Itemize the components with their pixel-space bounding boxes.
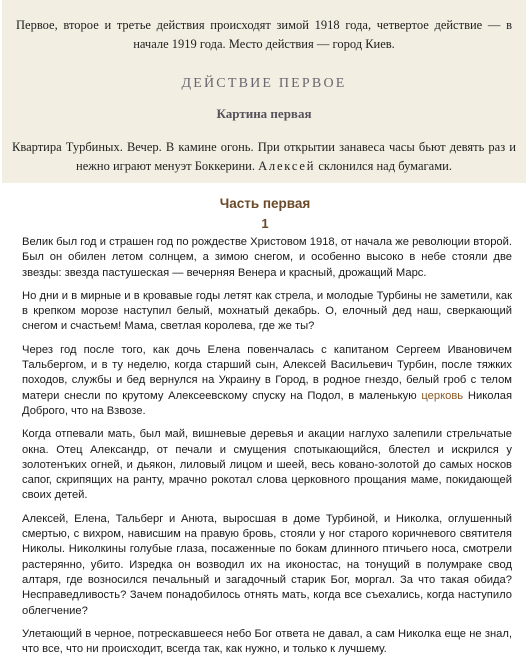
stage-direction-text: Квартира Турбиных. Вечер. В камине огонь. При открытии занавеса часы бьют девять раз и нежно играют менуэт Боккерини.	[12, 140, 516, 173]
character-name: Алексей	[258, 159, 316, 173]
paragraph: Улетающий в черное, потрескавшееся небо Бог ответа не давал, а сам Николка еще не знал, что все, что ни происходит, всегда так, как нужно, и только к лучшему.	[22, 627, 512, 656]
part-title: Часть первая	[219, 196, 311, 211]
stage-direction	[12, 138, 516, 176]
stage-direction-text-end: склонился над бумагами.	[318, 159, 452, 173]
paragraph-text: Через год после того, как дочь Елена повенчалась с капитаном Сергеем Ивановичем Тальбергом, и в ту неделю, когда старший сын, Алексей Васильевич Турбин, после тяжких походов, службы и бед вернулся на Украину в Город, в родное гнездо, белый гроб с телом матери снесли по крутому Алексеевскому спуску на Подол, в маленькую	[22, 343, 512, 402]
setting-note: Первое, второе и третье действия происходят зимой 1918 года, четвертое действие — в начале 1919 года. Место действия — город Киев.	[16, 18, 512, 51]
scene-title: Картина первая	[216, 106, 312, 121]
chapter-number: 1	[261, 216, 269, 231]
paragraph	[22, 343, 512, 419]
paragraph: Но дни и в мирные и в кровавые годы летят как стрела, и молодые Турбины не заметили, как в крепком морозе наступил белый, мохнатый декабрь. О, елочный дед наш, сверкающий снегом и счастьем! Мама, светлая королева, где же ты?	[22, 289, 512, 333]
act-title: ДЕЙСТВИЕ ПЕРВОЕ	[181, 76, 347, 91]
church-link[interactable]: церковь	[421, 389, 464, 402]
paragraph: Алексей, Елена, Тальберг и Анюта, выросшая в доме Турбиной, и Николка, оглушенный смертью, с вихром, нависшим на правую бровь, стояли у ног старого коричневого святителя Николы. Николкины голубые глаза, посаженные по бокам длинного птичьего носа, смотрели растерянно, убито. Изредка он возводил их на иконостас, на тонущий в полумраке свод алтаря, где возносился печальный и загадочный старик Бог, моргал. За что такая обида? Несправедливость? Зачем понадобилось отнять мать, когда все съехались, когда наступило облегчение?	[22, 512, 512, 617]
chapter-text	[22, 235, 512, 665]
paragraph: Велик был год и страшен год по рождестве Христовом 1918, от начала же революции второй. Был он обилен летом солнцем, а зимою снегом, и особенно высоко в небе стояли две звезды: звезда пастушеская — вечерняя Венера и красный, дрожащий Марс.	[22, 236, 512, 279]
paragraph: Когда отпевали мать, был май, вишневые деревья и акации наглухо залепили стрельчатые окна. Отец Александр, от печали и смущения спотыкающийся, блестел и искрился у золотенъких огней, и дьякон, лиловый лицом и шеей, весь ковано-золотой до самых носков сапог, скрипящих на ранту, мрачно рокотал слова церковного прощания маме, покидающей своих детей.	[22, 428, 512, 502]
paragraph-text-end: Николая Доброго, что на Взвозе.	[22, 389, 513, 417]
play-intro-box	[2, 0, 526, 183]
